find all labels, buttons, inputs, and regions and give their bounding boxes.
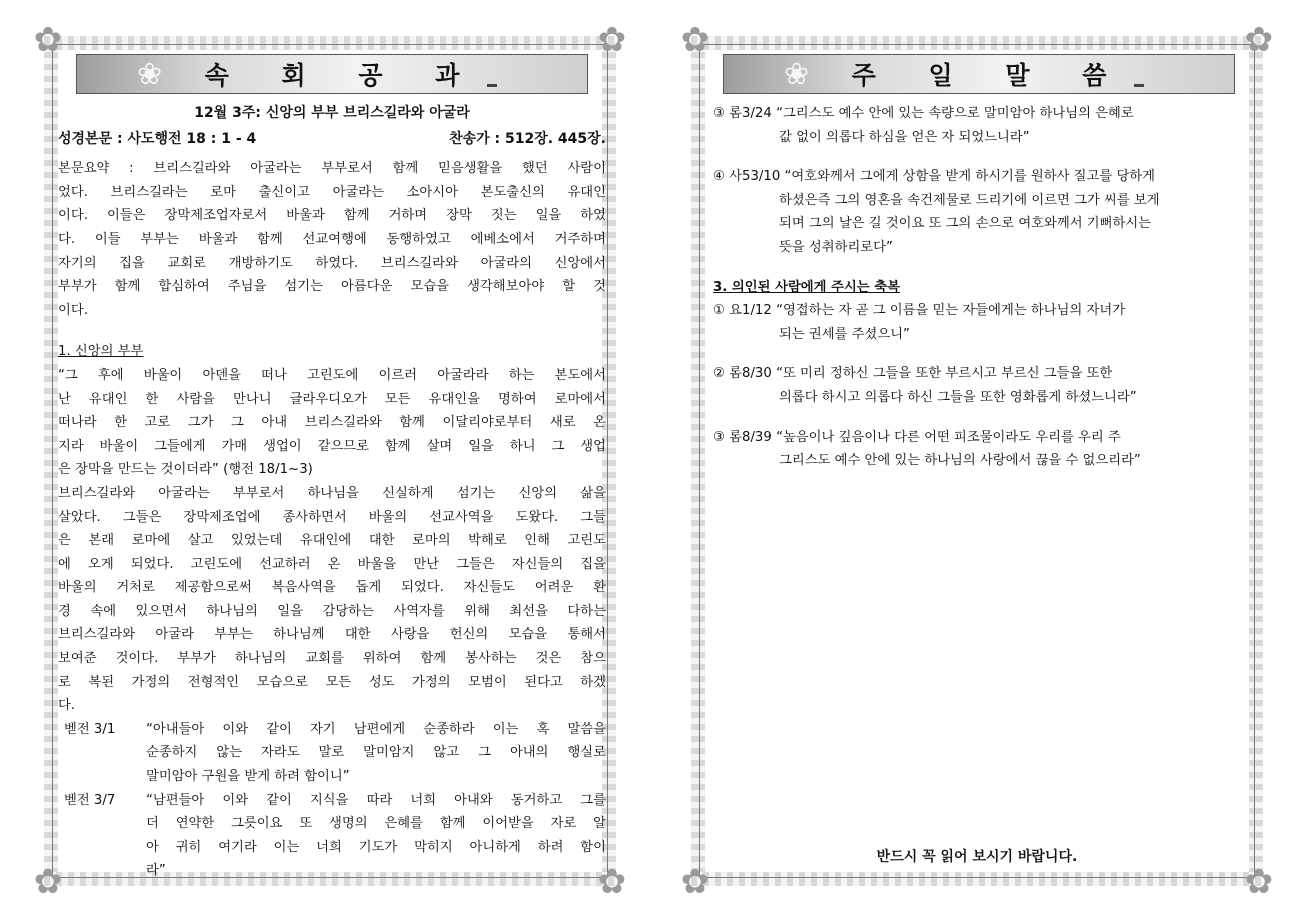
text-line: 었다. 브리스길라는 로마 출신이고 아굴라는 소아시아 본도출신의 유대인 [58, 184, 606, 200]
section-body [58, 482, 606, 718]
right-page [677, 22, 1277, 900]
flower-icon: ✿ [597, 862, 627, 902]
banner-dash [1134, 84, 1144, 87]
section-heading: 1. 신앙의 부부 [58, 344, 144, 360]
section-heading: 3. 의인된 사람에게 주시는 축복 [713, 279, 900, 295]
verse-item [713, 299, 1253, 346]
text-line: 순종하지 않는 자라도 말로 말미암지 않고 그 아내의 행실로 [146, 745, 606, 761]
text-line: 의롭다 하시고 의롭다 하신 그들을 또한 영화롭게 하셨느니라” [779, 389, 1137, 405]
banner-title: 속 회 공 과 [204, 61, 482, 90]
text-line: 다. [58, 698, 76, 714]
flower-icon: ✿ [680, 862, 710, 902]
text-line: 이다. 이들은 장막제조업자로서 바울과 함께 거하며 장막 짓는 일을 하였 [58, 208, 606, 224]
text-line: 브리스길라와 아굴라는 부부로서 하나님을 신실하게 섬기는 신앙의 삶을 [58, 485, 606, 501]
text-line: ② 롬8/30 “또 미리 정하신 그들을 또한 부르시고 부르신 그들을 또한 [713, 366, 1113, 382]
flower-icon: ✿ [1244, 20, 1274, 60]
text-line: 떠나라 한 고로 그가 그 아내 브리스길라와 함께 이달리야로부터 새로 온 [58, 415, 606, 431]
text-line: 부부가 함께 합심하여 주님을 섬기는 아름다운 모습을 생각해보아야 할 것 [58, 279, 606, 295]
text-line: 하셨은즉 그의 영혼을 속건제물로 드리기에 이르면 그가 씨를 보게 [779, 192, 1160, 208]
text-line: 뜻을 성취하리로다” [779, 239, 893, 255]
reference-label: 벧전 3/7 [64, 792, 116, 808]
text-line: 본문요약 : 브리스길라와 아굴라는 부부로서 함께 믿음생활을 했던 사람이 [58, 161, 606, 177]
hymn-numbers: 찬송가 : 512장. 445장. [449, 130, 606, 147]
text-line: 경 속에 있으면서 하나님의 일을 감당하는 사역자를 위해 최선을 다하는 [58, 603, 606, 619]
text-line: 로 복된 가정의 전형적인 모습으로 모든 성도 가정의 모범이 된다고 하겠 [58, 674, 606, 690]
lesson-meta [58, 128, 606, 152]
text-line: 다. 이들 부부는 바울과 함께 선교여행에 동행하였고 에베소에서 거주하며 [58, 231, 606, 247]
text-line: “남편들아 이와 같이 지식을 따라 너희 아내와 동거하고 그를 [146, 792, 606, 808]
text-line: 에 오게 되었다. 고린도에 선교하러 온 바울을 만난 그들은 자신들의 집을 [58, 556, 606, 572]
title-banner [723, 54, 1235, 94]
summary [58, 157, 606, 322]
reference-text [146, 718, 606, 789]
text-line: 브리스길라와 아굴라 부부는 하나님께 대한 사랑을 헌신의 모습을 통해서 [58, 627, 606, 643]
verse-item [713, 165, 1253, 259]
text-line: 아 귀히 여기라 이는 너희 기도가 막히지 아니하게 하려 함이 [146, 839, 606, 855]
reference-label: 벧전 3/1 [64, 721, 116, 737]
flower-icon: ✿ [33, 20, 63, 60]
text-line: 은 본래 로마에 살고 있었는데 유대인에 대한 로마의 박해로 인해 고린도 [58, 533, 606, 549]
text-line: ① 요1/12 “영접하는 자 곧 그 이름을 믿는 자들에게는 하나님의 자녀가 [713, 303, 1126, 319]
left-page [30, 22, 630, 900]
text-line: 자기의 집을 교회로 개방하기도 하였다. 브리스길라와 아굴라의 신앙에서 [58, 255, 606, 271]
text-line: ③ 롬8/39 “높음이나 깊음이나 다른 어떤 피조물이라도 우리를 우리 주 [713, 429, 1121, 445]
banner-title: 주 일 말 씀 [851, 61, 1129, 90]
bible-reference [58, 718, 606, 789]
text-line: 지라 바울이 그들에게 가매 생업이 같으므로 함께 살며 일을 하니 그 생업 [58, 438, 606, 454]
text-line: ③ 롬3/24 “그리스도 예수 안에 있는 속량으로 말미암아 하나님의 은혜로 [713, 106, 1134, 121]
flower-icon: ✿ [597, 20, 627, 60]
flower-icon: ❀ [137, 57, 163, 92]
text-line: “그 후에 바울이 아덴을 떠나 고린도에 이르러 아굴라라 하는 본도에서 [58, 367, 606, 383]
sermon-content [713, 102, 1253, 489]
text-line: 보여준 것이다. 부부가 하나님의 교회를 위하여 함께 봉사하는 것은 참으 [58, 651, 606, 667]
reference-text [146, 789, 606, 883]
text-line: “아내들아 이와 같이 자기 남편에게 순종하라 이는 혹 말씀을 [146, 721, 606, 737]
bible-reference [58, 789, 606, 883]
text-line: 되는 권세를 주셨으니” [779, 326, 910, 342]
banner-dash [487, 84, 497, 87]
flower-icon: ✿ [33, 862, 63, 902]
text-line: 은 장막을 만드는 것이더라” (행전 18/1~3) [58, 462, 313, 478]
text-line: ④ 사53/10 “여호와께서 그에게 상함을 받게 하시기를 원하사 질고를 당하게 [713, 169, 1155, 185]
verse-item [713, 362, 1253, 409]
title-banner [76, 54, 588, 94]
footer-note: 반드시 꼭 읽어 보시기 바랍니다. [876, 849, 1078, 865]
text-line: 그리스도 예수 안에 있는 하나님의 사랑에서 끊을 수 없으리라” [779, 453, 1141, 469]
text-line: 값 없이 의롭다 하심을 얻은 자 되었느니라” [779, 129, 1030, 145]
text-line: 되며 그의 날은 길 것이요 또 그의 손으로 여호와께서 기뻐하시는 [779, 216, 1152, 232]
flower-icon: ✿ [680, 20, 710, 60]
text-line: 살았다. 그들은 장막제조업에 종사하면서 바울의 선교사역을 도왔다. 그들 [58, 509, 606, 525]
text-line: 바울의 거처로 제공함으로써 복음사역을 돕게 되었다. 자신들도 어려운 환 [58, 580, 606, 596]
verse-item [713, 102, 1253, 149]
text-line: 난 유대인 한 사람을 만나니 글라우디오가 모든 유대인을 명하여 로마에서 [58, 391, 606, 407]
scripture-reference: 성경본문 : 사도행전 18 : 1 - 4 [58, 130, 257, 147]
verse-item [713, 426, 1253, 473]
scripture-quote [58, 364, 606, 482]
text-line: 말미암아 구원을 받게 하려 함이니” [146, 769, 350, 785]
text-line: 라” [146, 863, 166, 879]
flower-icon: ✿ [1244, 862, 1274, 902]
text-line: 이다. [58, 302, 88, 318]
flower-icon: ❀ [784, 57, 810, 92]
lesson-title: 12월 3주: 신앙의 부부 브리스길라와 아굴라 [194, 105, 470, 121]
lesson-content [58, 102, 606, 883]
text-line: 더 연약한 그릇이요 또 생명의 은혜를 함께 이어받을 자로 알 [146, 816, 606, 832]
